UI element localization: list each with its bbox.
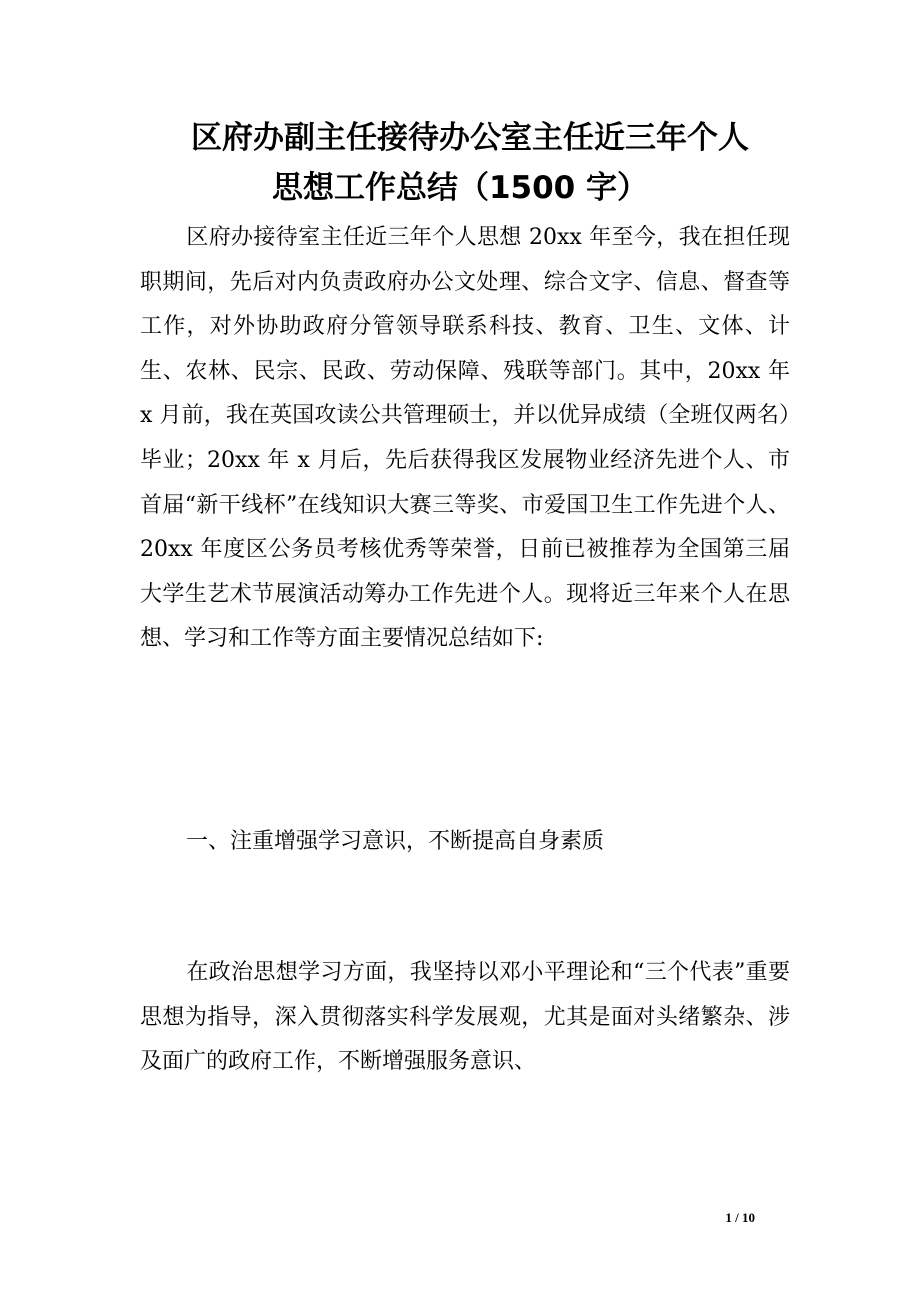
section-heading: 一、注重增强学习意识，不断提高自身素质 [186,829,605,854]
document-title-line-2: 思想工作总结（1500 字） [271,170,649,206]
page-number: 1 / 10 [725,1210,755,1225]
intro-paragraph-text: 区府办接待室主任近三年个人思想 20xx 年至今，我在担任现职期间，先后对内负责政府办公文处理、综合文字、信息、督查等工作，对外协助政府分管领导联系科技、教育、卫生、文体、计生、农林、民宗、民政、劳动保障、残联等部门。其中，20xx 年 x 月前，我在英国攻读公共管理硕士，并以优异成绩（全班仅两名）毕业；20xx 年 x 月后，先后获得我区发展物业经济先进个人、市首届“新干线杯”在线知识大赛三等奖、市爱国卫生工作先进个人、20xx 年度区公务员考核优秀等荣誉，日前已被推荐为全国第三届大学生艺术节展演活动筹办工作先进个人。现将近三年来个人在思想、学习和工作等方面主要情况总结如下: [140,225,790,652]
document-title-line-1: 区府办副主任接待办公室主任近三年个人 [191,120,749,156]
intro-paragraph [140,216,790,662]
section-paragraph-text: 在政治思想学习方面，我坚持以邓小平理论和“三个代表”重要思想为指导，深入贯彻落实科学发展观，尤其是面对头绪繁杂、涉及面广的政府工作，不断增强服务意识、 [140,960,790,1075]
section-paragraph [140,951,790,1085]
